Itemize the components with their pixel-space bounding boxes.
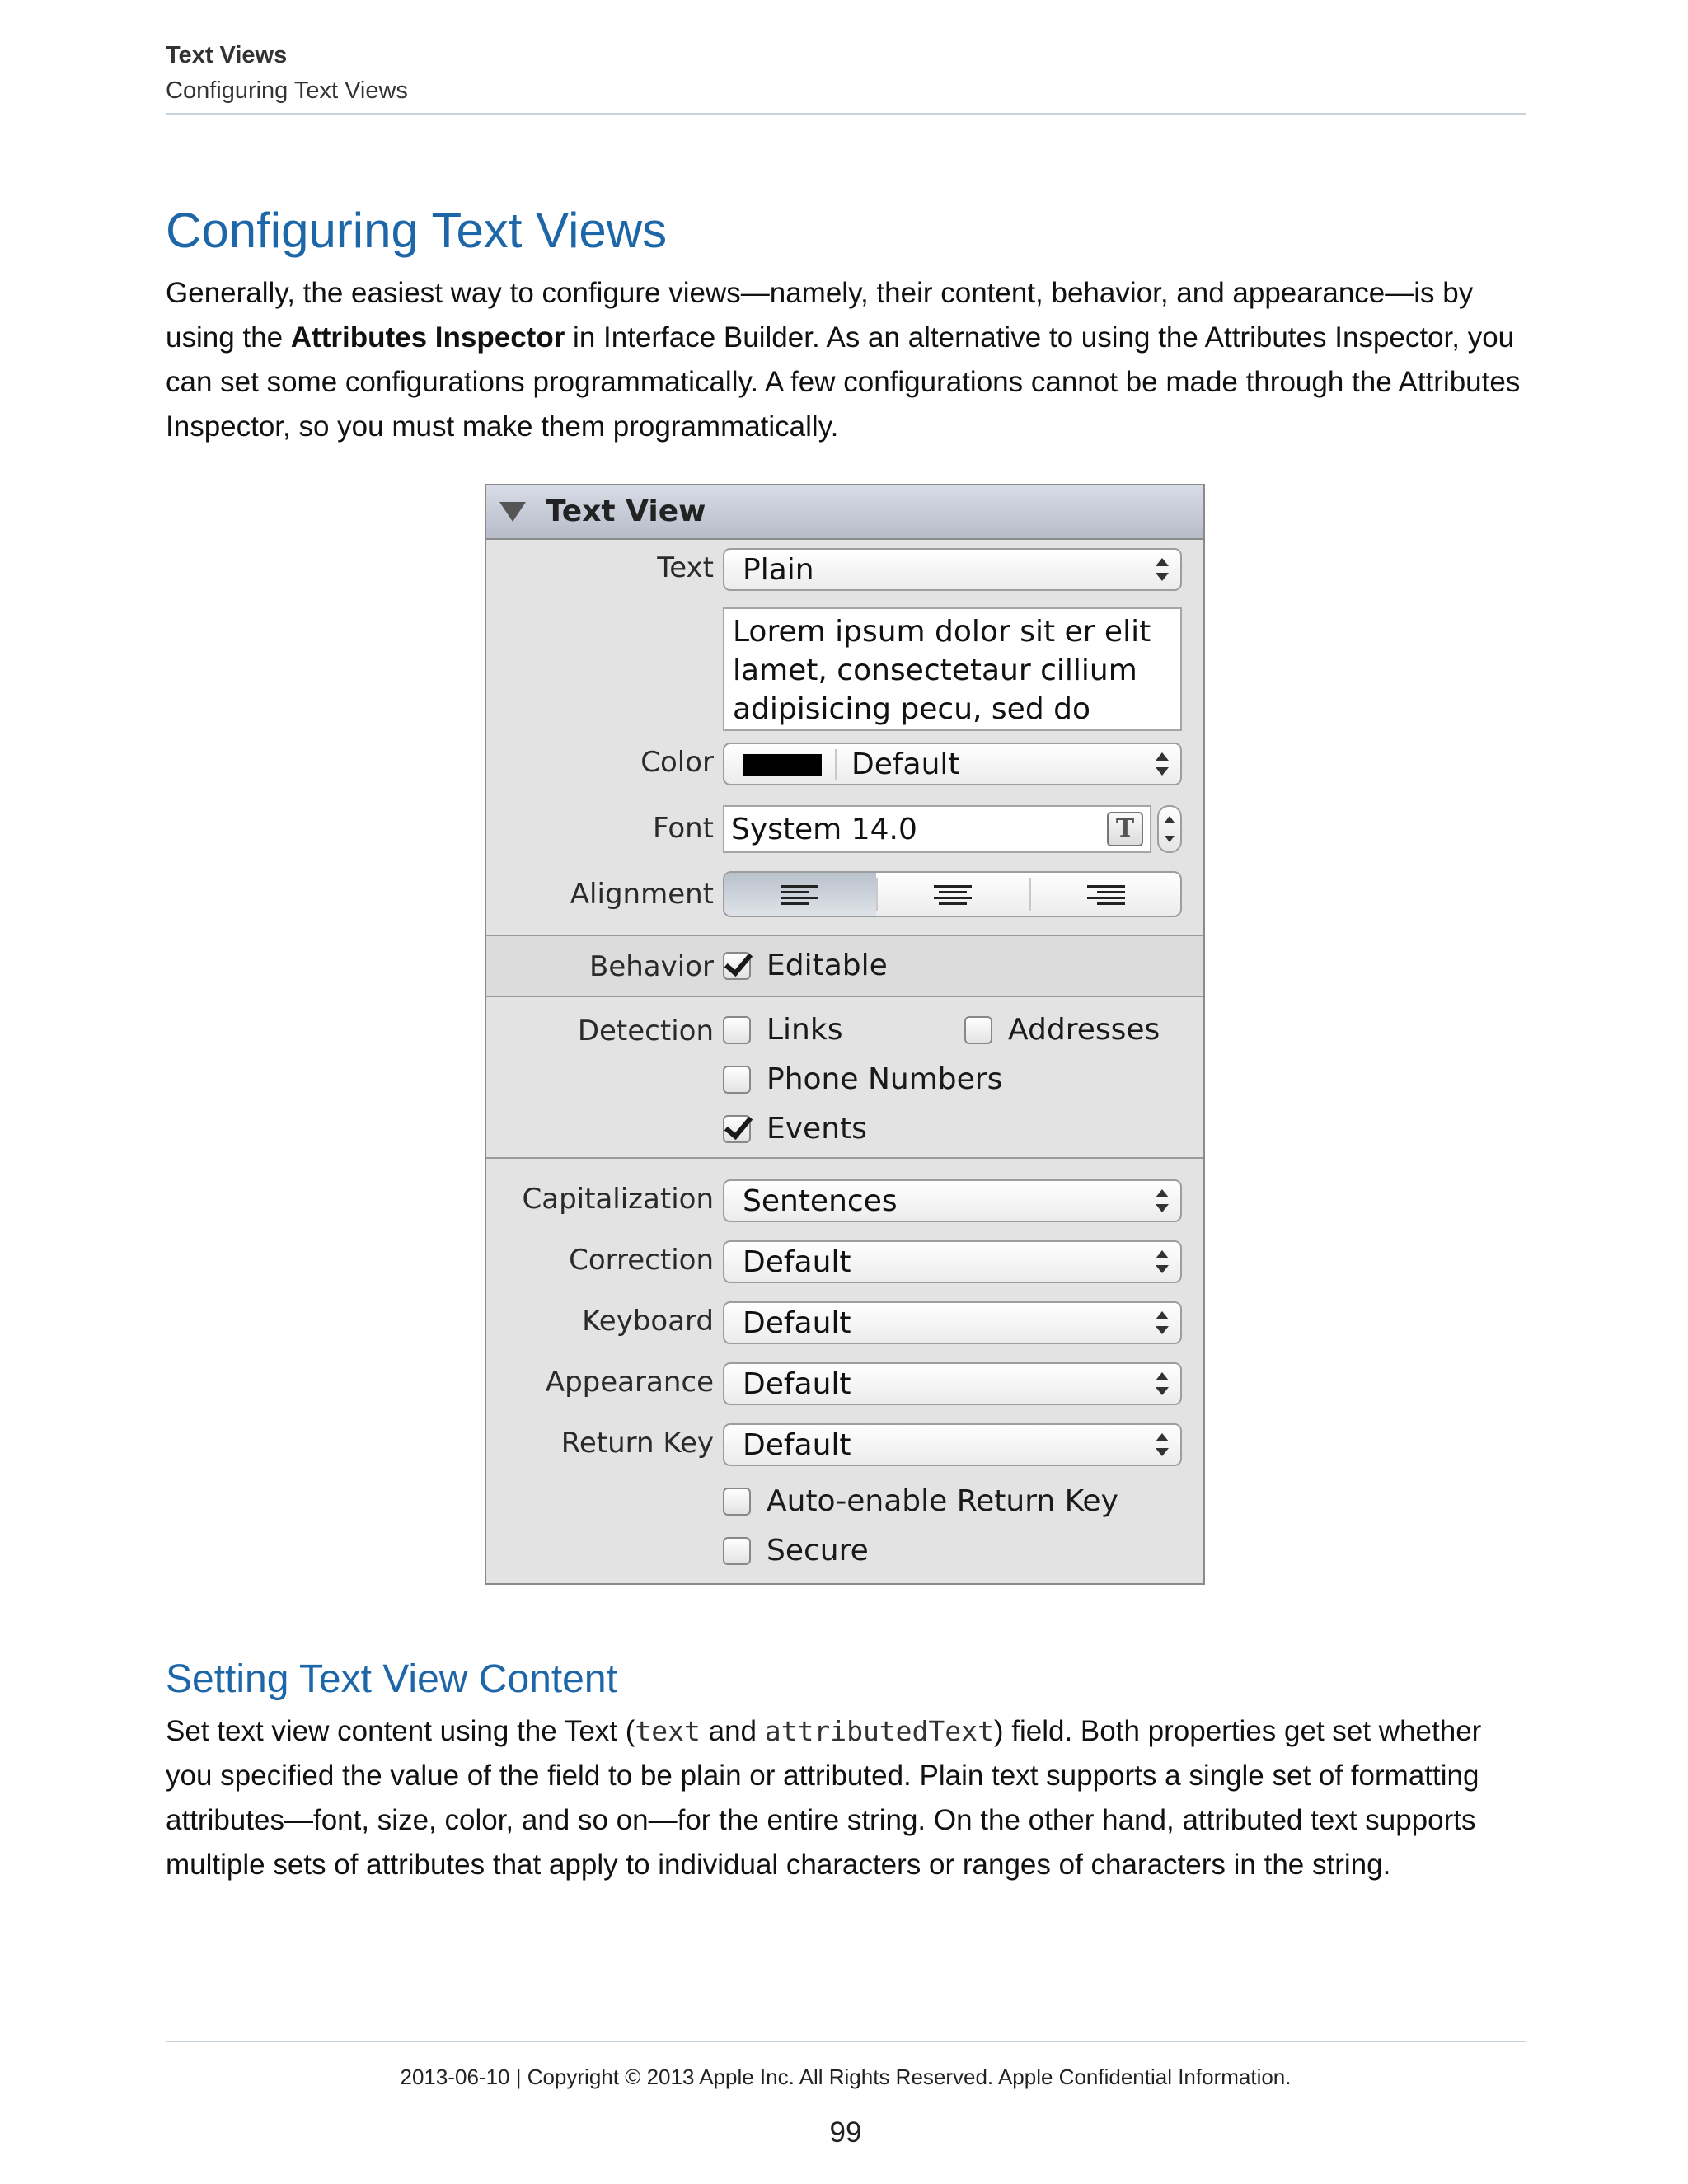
footer-rule xyxy=(166,2041,1526,2042)
align-left-segment[interactable] xyxy=(724,873,876,916)
header-rule xyxy=(166,113,1526,115)
intro-paragraph xyxy=(166,271,1534,449)
popup-arrows-icon xyxy=(1156,558,1169,581)
return-key-popup[interactable] xyxy=(723,1423,1182,1466)
capitalization-value: Sentences xyxy=(743,1184,898,1218)
secure-label: Secure xyxy=(767,1534,869,1568)
intro-bold: Attributes Inspector xyxy=(290,321,565,354)
disclosure-triangle-icon[interactable] xyxy=(499,502,526,522)
font-value: System 14.0 xyxy=(731,813,917,846)
intro-text-2: in Interface Builder. As an alternative to using the Attributes Inspector, you can set some configurations programmatically. A few configurations cannot be made through the Attributes Inspector, so you must make them programmatically. xyxy=(166,321,1521,443)
section-separator xyxy=(486,996,1203,997)
color-swatch xyxy=(743,754,822,776)
addresses-checkbox[interactable] xyxy=(964,1016,992,1044)
section-separator xyxy=(486,1157,1203,1159)
color-divider xyxy=(835,749,837,780)
events-checkbox[interactable] xyxy=(723,1115,751,1143)
text-content-line: lamet, consectetaur cillium xyxy=(733,654,1137,687)
keyboard-popup[interactable] xyxy=(723,1301,1182,1344)
font-field[interactable] xyxy=(723,805,1151,853)
align-center-segment[interactable] xyxy=(878,873,1029,916)
correction-label: Correction xyxy=(569,1244,714,1277)
inspector-header[interactable] xyxy=(486,485,1203,540)
attributes-inspector-panel xyxy=(485,484,1205,1585)
intro-text-1: Generally, the easiest way to configure views—namely, their content, behavior, and appearance—is by using the xyxy=(166,277,1474,354)
align-right-segment[interactable] xyxy=(1031,873,1182,916)
phone-numbers-checkbox[interactable] xyxy=(723,1066,751,1094)
editable-checkbox[interactable] xyxy=(723,952,751,980)
color-label: Color xyxy=(640,746,714,779)
font-label: Font xyxy=(652,812,714,845)
text-type-value: Plain xyxy=(743,553,814,587)
text-type-popup[interactable] xyxy=(723,548,1182,591)
code-attributed-text: attributedText xyxy=(764,1715,994,1747)
correction-popup[interactable] xyxy=(723,1240,1182,1283)
addresses-label: Addresses xyxy=(1008,1013,1160,1047)
code-text: text xyxy=(635,1715,701,1747)
font-picker-icon[interactable]: T xyxy=(1107,812,1143,846)
text-content-line: adipisicing pecu, sed do xyxy=(733,692,1091,726)
return-key-value: Default xyxy=(743,1428,851,1462)
align-center-icon xyxy=(934,885,972,905)
keyboard-value: Default xyxy=(743,1306,851,1340)
text-label: Text xyxy=(657,551,714,584)
section-heading: Setting Text View Content xyxy=(166,1657,617,1701)
appearance-label: Appearance xyxy=(545,1366,714,1399)
content-text-3: ) field. Both properties get set whether you specified the value of the field to be plain or attributed. Plain text supports a single set of formatting attributes—font, size, color, and so on—for the entire string. On the other hand, attributed text supports multiple sets of attributes that apply to individual characters or ranges of characters in the string. xyxy=(166,1715,1482,1881)
popup-arrows-icon xyxy=(1156,1189,1169,1212)
popup-arrows-icon xyxy=(1156,752,1169,776)
appearance-popup[interactable] xyxy=(723,1362,1182,1405)
events-label: Events xyxy=(767,1112,867,1146)
text-content-line: Lorem ipsum dolor sit er elit xyxy=(733,615,1151,649)
auto-enable-return-key-label: Auto-enable Return Key xyxy=(767,1484,1118,1518)
popup-arrows-icon xyxy=(1156,1372,1169,1395)
correction-value: Default xyxy=(743,1245,851,1279)
content-paragraph xyxy=(166,1709,1534,1887)
color-value: Default xyxy=(851,748,960,781)
auto-enable-return-key-checkbox[interactable] xyxy=(723,1488,751,1516)
keyboard-label: Keyboard xyxy=(582,1305,714,1338)
behavior-label: Behavior xyxy=(589,950,714,983)
running-header xyxy=(166,38,408,109)
popup-arrows-icon xyxy=(1156,1311,1169,1334)
align-right-icon xyxy=(1087,885,1125,905)
inspector-title: Text View xyxy=(546,494,706,528)
return-key-label: Return Key xyxy=(560,1427,714,1460)
popup-arrows-icon xyxy=(1156,1250,1169,1273)
alignment-label: Alignment xyxy=(570,878,714,911)
phone-numbers-label: Phone Numbers xyxy=(767,1062,1003,1096)
color-popup[interactable] xyxy=(723,743,1182,785)
capitalization-label: Capitalization xyxy=(522,1183,714,1216)
page-number: 99 xyxy=(829,2116,862,2149)
capitalization-popup[interactable] xyxy=(723,1179,1182,1222)
alignment-segmented-control xyxy=(723,871,1182,917)
align-left-icon xyxy=(781,885,818,905)
running-header-subsection: Configuring Text Views xyxy=(166,77,408,104)
secure-checkbox[interactable] xyxy=(723,1537,751,1565)
content-text-1: Set text view content using the Text ( xyxy=(166,1715,635,1747)
running-header-section: Text Views xyxy=(166,42,288,68)
appearance-value: Default xyxy=(743,1367,851,1401)
links-checkbox[interactable] xyxy=(723,1016,751,1044)
footer-copyright: 2013-06-10 | Copyright © 2013 Apple Inc. All Rights Reserved. Apple Confidential Information. xyxy=(400,2064,1292,2089)
detection-label: Detection xyxy=(577,1015,714,1047)
text-content-field[interactable] xyxy=(723,607,1182,731)
content-text-2: and xyxy=(700,1715,765,1747)
links-label: Links xyxy=(767,1013,843,1047)
editable-label: Editable xyxy=(767,949,888,982)
page-title: Configuring Text Views xyxy=(166,203,668,258)
popup-arrows-icon xyxy=(1156,1433,1169,1456)
font-size-stepper[interactable] xyxy=(1157,805,1182,853)
